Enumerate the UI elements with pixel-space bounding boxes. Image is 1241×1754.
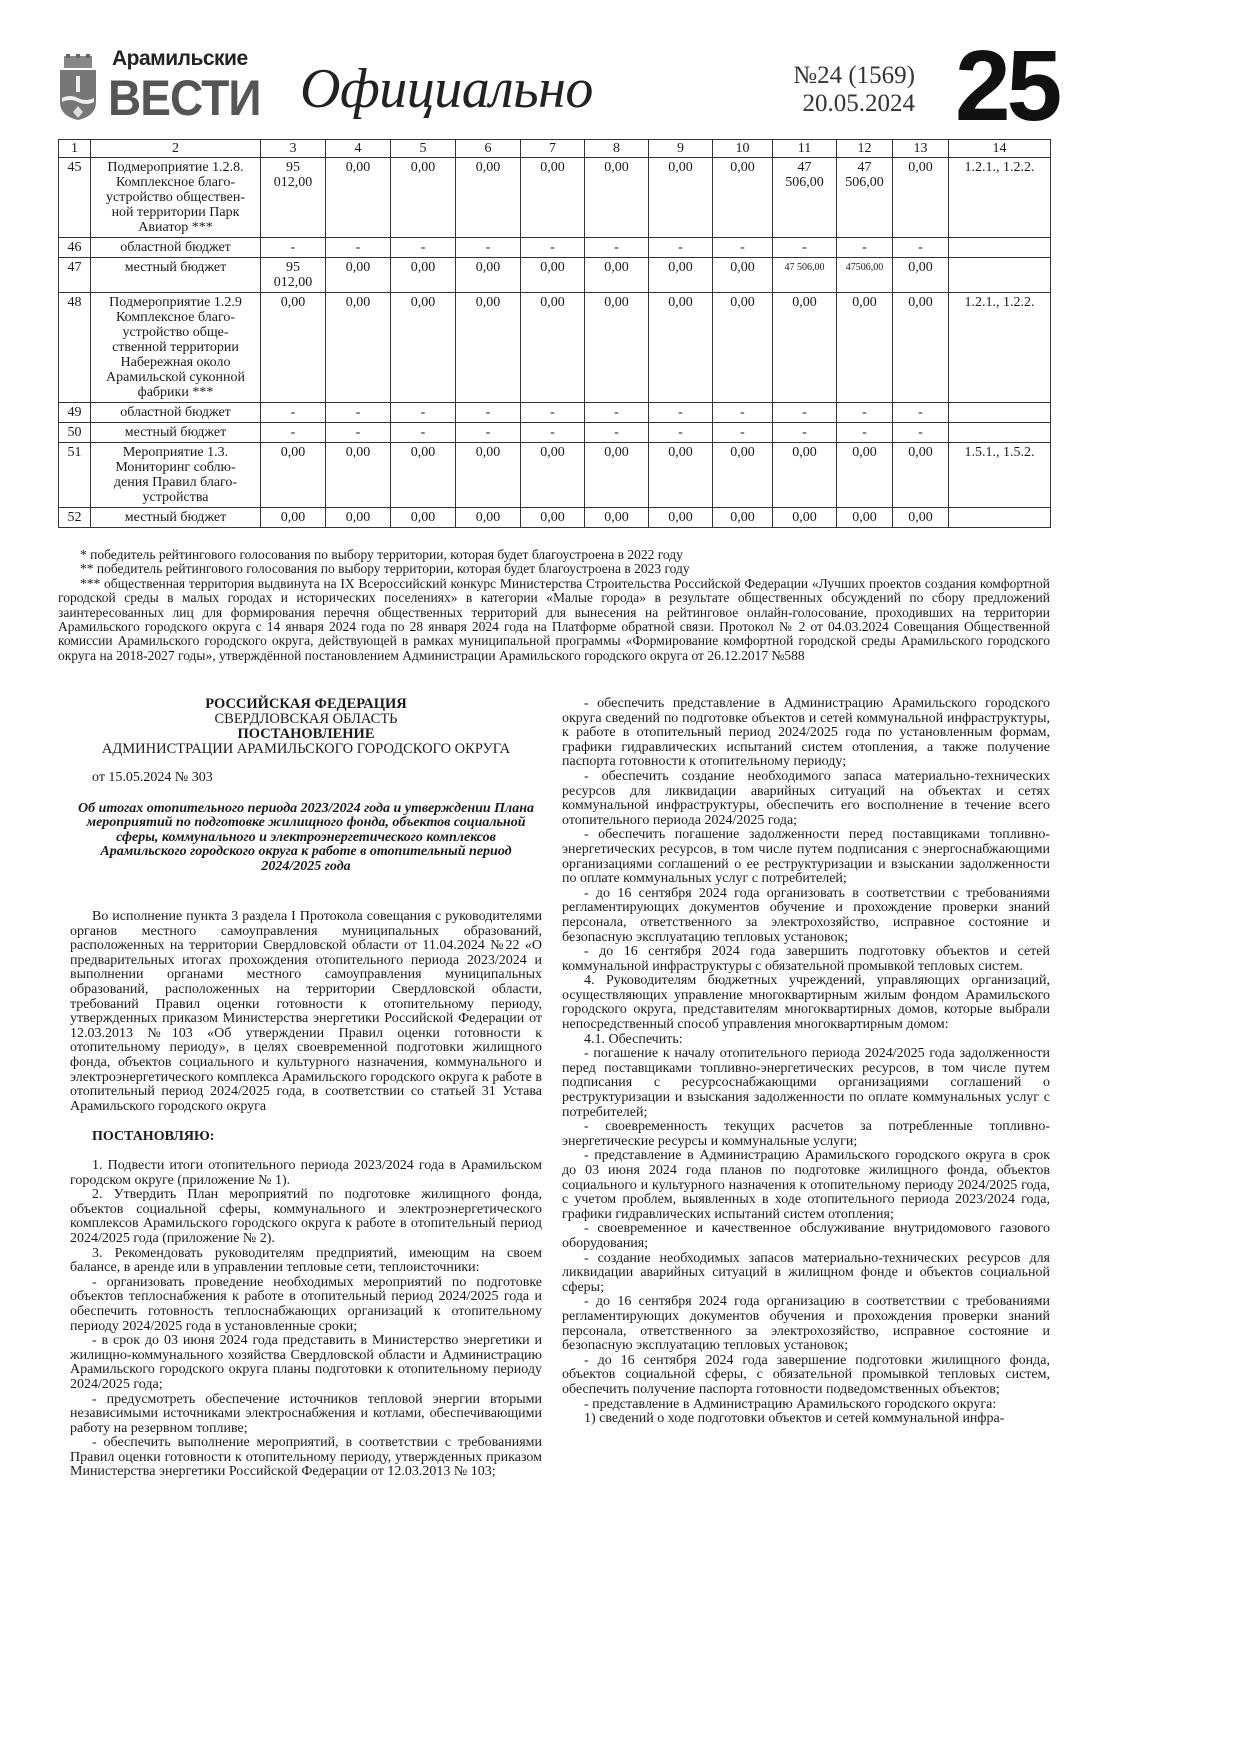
cell-value: 0,00 [261,508,326,528]
cell-value: - [456,238,521,258]
newspaper-logo [58,47,261,126]
cell-name: местный бюджет [91,258,261,293]
cell-value: 0,00 [773,508,837,528]
cell-value: 0,00 [893,158,949,238]
cell-value: - [521,403,585,423]
decree-paragraph: - своевременность текущих расчетов за потребленные топливно-энергетические ресурсы и коммунальные услуги; [562,1119,1050,1149]
footnotes [58,548,1050,663]
cell-value: 0,00 [713,508,773,528]
decree-paragraph: - обеспечить создание необходимого запаса материально-технических ресурсов для ликвидации аварийных ситуаций на объектах и сетях коммунальной инфраструктуры, обеспечить его восполнение в течение всего отопительного периода 2024/2025 года; [562,768,1050,828]
decree-paragraph: 1. Подвести итоги отопительного периода 2023/2024 года в Арамильском городском округе (приложение № 1). [70,1158,542,1188]
cell-value: 95 012,00 [261,258,326,293]
cell-value: 0,00 [649,443,713,508]
table-row [59,423,1051,443]
table-header-row [59,140,1051,158]
cell-value: 0,00 [773,443,837,508]
decree-paragraph: - создание необходимых запасов материально-технических ресурсов для ликвидации аварийных ситуаций в жилищном фонде и объектов социальной сферы; [562,1250,1050,1295]
cell-value: - [713,238,773,258]
cell-value: 11 [773,140,837,158]
decree-country: РОССИЙСКАЯ ФЕДЕРАЦИЯ [205,696,407,712]
section-title: Официально [300,58,593,120]
cell-value: 0,00 [713,158,773,238]
decree-title: Об итогах отопительного периода 2023/2024 года и утверждении Плана мероприятий по подготовке жилищного фонда, объектов социальной сферы, коммунального и электроэнергетического комплексов Арамильского городского округа к работе в отопительный период 2024/2025 года [78,800,535,874]
page-number: 25 [955,30,1059,142]
cell-name: областной бюджет [91,403,261,423]
cell-value: 0,00 [837,443,893,508]
cell-value [949,238,1051,258]
cell-row-number: 52 [59,508,91,528]
cell-value: - [326,403,391,423]
cell-value: 1.2.1., 1.2.2. [949,158,1051,238]
cell-value: - [837,423,893,443]
decree-paragraph: - до 16 сентября 2024 года организацию в соответствии с требованиями регламентирующих документов обучения и прохождения проверки знаний персонала, ответственного за электрохозяйство, исправное состояние и безопасную эксплуатацию тепловых установок; [562,1294,1050,1354]
logo-line2: ВЕСТИ [108,70,261,126]
cell-value: 0,00 [326,508,391,528]
decree-paragraph: 1) сведений о ходе подготовки объектов и сетей коммунальной инфра- [584,1411,1005,1427]
decree-paragraph: - обеспечить выполнение мероприятий, в соответствии с требованиями Правил оценки готовности к отопительному периоду, утвержденных приказом Министерства энергетики Российской Федерации от 12.03.2013 № 103; [70,1435,542,1480]
table-row [59,258,1051,293]
cell-value: 0,00 [649,258,713,293]
cell-value: 14 [949,140,1051,158]
cell-value: 0,00 [585,293,649,403]
cell-value: 0,00 [521,508,585,528]
cell-value: - [713,423,773,443]
cell-value: - [261,403,326,423]
cell-value: 0,00 [893,293,949,403]
cell-value [949,508,1051,528]
cell-name: 2 [91,140,261,158]
cell-value: 0,00 [326,443,391,508]
cell-name: Подмероприятие 1.2.9 Комплексное благо- устройство обще- ственной территории Набережная около Арамильской суконной фабрики *** [91,293,261,403]
cell-row-number: 1 [59,140,91,158]
coat-of-arms-icon [58,54,98,120]
cell-value: 0,00 [521,158,585,238]
cell-value: - [649,423,713,443]
cell-value: - [773,423,837,443]
table-row [59,443,1051,508]
cell-value [949,423,1051,443]
cell-name: местный бюджет [91,508,261,528]
cell-value: 0,00 [585,508,649,528]
decree-authority: АДМИНИСТРАЦИИ АРАМИЛЬСКОГО ГОРОДСКОГО ОКРУГА [101,741,511,757]
cell-value: 8 [585,140,649,158]
cell-value: 3 [261,140,326,158]
cell-value: - [773,238,837,258]
cell-value: - [649,238,713,258]
cell-value: 0,00 [893,443,949,508]
issue-info [770,62,915,118]
cell-value: - [261,238,326,258]
decree-paragraph: - своевременное и качественное обслуживание внутридомового газового оборудования; [562,1221,1050,1251]
decree-paragraph: - организовать проведение необходимых мероприятий по подготовке объектов теплоснабжения к работе в отопительный период 2024/2025 года и обеспечить готовность теплоснабжающих организаций к отопительному периоду 2024/2025 года в установленные сроки; [70,1274,542,1334]
cell-value: 0,00 [456,293,521,403]
cell-value: - [837,403,893,423]
decree-paragraph: - до 16 сентября 2024 года завершение подготовки жилищного фонда, объектов социальной сферы, с обязательной промывкой тепловых систем, обеспечить получение паспорта готовности подведомственных объектов; [562,1352,1050,1397]
cell-value: - [585,423,649,443]
cell-value: 0,00 [326,293,391,403]
cell-value: 9 [649,140,713,158]
decree-paragraph: 4.1. Обеспечить: [584,1031,683,1047]
cell-value: 1.5.1., 1.5.2. [949,443,1051,508]
table-row [59,508,1051,528]
decree-doc-type: ПОСТАНОВЛЕНИЕ [237,726,375,742]
table-row [59,293,1051,403]
cell-value: 0,00 [456,258,521,293]
cell-value: 0,00 [391,293,456,403]
cell-value: 5 [391,140,456,158]
cell-value: 0,00 [713,443,773,508]
decree-paragraph: - в срок до 03 июня 2024 года представить в Министерство энергетики и жилищно-коммунального хозяйства Свердловской области и Администрацию Арамильского городского округа планы подготовки к отопительному периоду 2024/2025 года; [70,1333,542,1392]
cell-value: - [391,423,456,443]
cell-value: 95 012,00 [261,158,326,238]
cell-row-number: 51 [59,443,91,508]
cell-value: 0,00 [521,293,585,403]
footnote: * победитель рейтингового голосования по выбору территории, которая будет благоустроена в 2022 году [80,547,683,562]
cell-value: - [261,423,326,443]
cell-value: 0,00 [713,258,773,293]
cell-value: 0,00 [837,293,893,403]
cell-value: 0,00 [391,258,456,293]
cell-value: 0,00 [261,443,326,508]
cell-value: 0,00 [649,508,713,528]
budget-table [58,139,1051,528]
cell-value [949,403,1051,423]
cell-value: 47506,00 [837,258,893,293]
decree-paragraph: 2. Утвердить План мероприятий по подготовке жилищного фонда, объектов социальной сферы, коммунального и электроэнергетического комплексов Арамильского городского округа к работе в отопительный период 2024/2025 года (приложение № 2). [70,1187,542,1246]
cell-value: 0,00 [649,158,713,238]
decree-preamble: Во исполнение пункта 3 раздела I Протокола совещания с руководителями органов местного самоуправления муниципальных образований, расположенных на территории Свердловской области от 11.04.2024 №22 «О предварительных итогах прохождения отопительного периода 2023/2024 и выполнении органами местного самоуправления муниципальных образований, расположенных на территории Свердловской области, требований Правил оценки готовности к отопительному периоду, утвержденных приказом Министерства энергетики Российской Федерации от 12.03.2013 №103 «Об утверждении Правил оценки готовности к отопительному периоду», в целях своевременной подготовки жилищного фонда, объектов социального и культурного назначения, коммунального и электроэнергетического комплекса Арамильского городского округа к работе в отопительный период 2024/2025 года, в соответствии со статьей 31 Устава Арамильского городского округа [70,909,542,1114]
cell-value: - [391,403,456,423]
decree-paragraph: - представление в Администрацию Арамильского городского округа в срок до 03 июня 2024 года планов по подготовке жилищного фонда, объектов социального и культурного назначения к отопительному периоду 2024/2025 года, с учетом проблем, выявленных в ходе отопительного периода 2023/2024 года, графики гидравлических испытаний систем отопления; [562,1148,1050,1222]
cell-row-number: 45 [59,158,91,238]
decree-paragraph: - обеспечить погашение задолженности перед поставщиками топливно-энергетических ресурсов, в том числе путем подписания с энергоснабжающими организациями соглашений о ее реструктуризации и взыскании задолженности по оплате коммунальных услуг с потребителей; [562,827,1050,887]
table-row [59,158,1051,238]
cell-value: - [893,423,949,443]
cell-value: 10 [713,140,773,158]
cell-value: 4 [326,140,391,158]
cell-value: 0,00 [456,158,521,238]
cell-value: 0,00 [713,293,773,403]
logo-line1: Арамильские [112,47,248,70]
issue-date: 20.05.2024 [802,90,915,117]
cell-value: 0,00 [585,258,649,293]
cell-value: 12 [837,140,893,158]
decree-paragraph: - до 16 сентября 2024 года организовать в соответствии с требованиями регламентирующих документов обучение и прохождение проверки знаний персонала, ответственного за электрохозяйство, исправное состояние и безопасную эксплуатацию тепловых установок; [562,885,1050,945]
cell-value: - [649,403,713,423]
cell-value: - [585,238,649,258]
cell-row-number: 49 [59,403,91,423]
table-row [59,238,1051,258]
cell-value: 0,00 [837,508,893,528]
cell-name: областной бюджет [91,238,261,258]
cell-value: - [456,423,521,443]
cell-value: - [893,238,949,258]
table-row [59,403,1051,423]
decree-paragraph: - обеспечить представление в Администрацию Арамильского городского округа сведений по подготовке объектов и сетей коммунальной инфраструктуры, к работе в отопительный период 2024/2025 года по установленным формам, графики гидравлических испытаний систем отопления, а также получение паспорта готовности к отопительному периоду; [562,696,1050,770]
cell-row-number: 48 [59,293,91,403]
cell-value: 0,00 [391,443,456,508]
issue-number: №24 (1569) [793,62,915,89]
decree-paragraph: - представление в Администрацию Арамильского городского округа: [584,1396,997,1412]
decree-paragraph: - погашение к началу отопительного периода 2024/2025 года задолженности перед поставщиками топливно-энергетических ресурсов, в том числе путем подписания с ресурсоснабжающими организациями соглашений о реструктуризации и взыскания задолженности по оплате коммунальных услуг с потребителей; [562,1046,1050,1120]
cell-row-number: 46 [59,238,91,258]
decree-paragraph: 3. Рекомендовать руководителям предприятий, имеющим на своем балансе, в аренде или в управлении тепловые сети, теплоисточники: [70,1245,542,1276]
decree-resolve: ПОСТАНОВЛЯЮ: [92,1129,215,1145]
cell-value: - [893,403,949,423]
decree-paragraph: - до 16 сентября 2024 года завершить подготовку объектов и сетей коммунальной инфраструктуры с обязательной промывкой тепловых систем. [562,944,1050,974]
cell-value: 0,00 [893,258,949,293]
cell-value: 13 [893,140,949,158]
decree-region: СВЕРДЛОВСКАЯ ОБЛАСТЬ [214,711,398,727]
cell-value: - [326,238,391,258]
cell-value: 47 506,00 [837,158,893,238]
cell-row-number: 47 [59,258,91,293]
cell-value [949,258,1051,293]
cell-value: 0,00 [326,258,391,293]
decree-date-number: от 15.05.2024 № 303 [92,770,213,785]
cell-value: - [713,403,773,423]
cell-value: 6 [456,140,521,158]
right-column [562,697,1050,1427]
cell-value: 47 506,00 [773,258,837,293]
cell-value: 0,00 [773,293,837,403]
cell-value: - [391,238,456,258]
left-column [70,697,542,1480]
cell-value: - [521,423,585,443]
decree-paragraph: - предусмотреть обеспечение источников тепловой энергии вторыми независимыми источниками электроснабжения и котлами, обеспечивающими работу на резервном топливе; [70,1391,542,1436]
cell-value: 0,00 [261,293,326,403]
cell-value: 7 [521,140,585,158]
footnote: *** общественная территория выдвинута на IX Всероссийский конкурс Министерства Строительства Российской Федерации «Лучших проектов создания комфортной городской среды в малых городах и исторических поселениях» в категории «Малые города» в результате общественных обсуждений по сбору предложений заинтересованных лиц для формирования перечня общественных территорий для вынесения на рейтинговое онлайн-голосование, проходивших на территории Арамильского городского округа с 14 января 2024 года по 28 января 2024 года на Платформе обратной связи. Протокол № 2 от 04.03.2024 Совещания Общественной комиссии Арамильского городского округа, действующей в рамках муниципальной программы «Формирование комфортной городской среды Арамильского городского округа на 2018-2027 годы», утверждённой постановлением Администрации Арамильского городского округа от 26.12.2017 №588 [58,575,1050,663]
cell-value: 0,00 [585,158,649,238]
cell-value: 0,00 [391,158,456,238]
cell-value: - [521,238,585,258]
cell-value: 0,00 [649,293,713,403]
cell-value: - [456,403,521,423]
cell-value: 1.2.1., 1.2.2. [949,293,1051,403]
cell-value: 0,00 [585,443,649,508]
cell-value: 0,00 [456,443,521,508]
cell-value: - [837,238,893,258]
decree-paragraph: 4. Руководителям бюджетных учреждений, управляющих организаций, осуществляющих управление многоквартирным жилым фондом Арамильского городского округа, представителям многоквартирных домов, которые выбрали непосредственный способ управления многоквартирным домом: [562,973,1050,1033]
cell-value: - [773,403,837,423]
cell-value: 0,00 [893,508,949,528]
cell-value: 47 506,00 [773,158,837,238]
cell-value: 0,00 [521,443,585,508]
cell-value: - [326,423,391,443]
cell-value: 0,00 [326,158,391,238]
cell-name: Подмероприятие 1.2.8. Комплексное благо- устройство обществен- ной территории Парк Авиатор *** [91,158,261,238]
cell-name: местный бюджет [91,423,261,443]
footnote: ** победитель рейтингового голосования по выбору территории, которая будет благоустроена в 2023 году [80,561,690,577]
cell-value: 0,00 [391,508,456,528]
cell-value: - [585,403,649,423]
cell-value: 0,00 [456,508,521,528]
cell-row-number: 50 [59,423,91,443]
cell-name: Мероприятие 1.3. Мониторинг соблю- дения Правил благо- устройства [91,443,261,508]
cell-value: 0,00 [521,258,585,293]
